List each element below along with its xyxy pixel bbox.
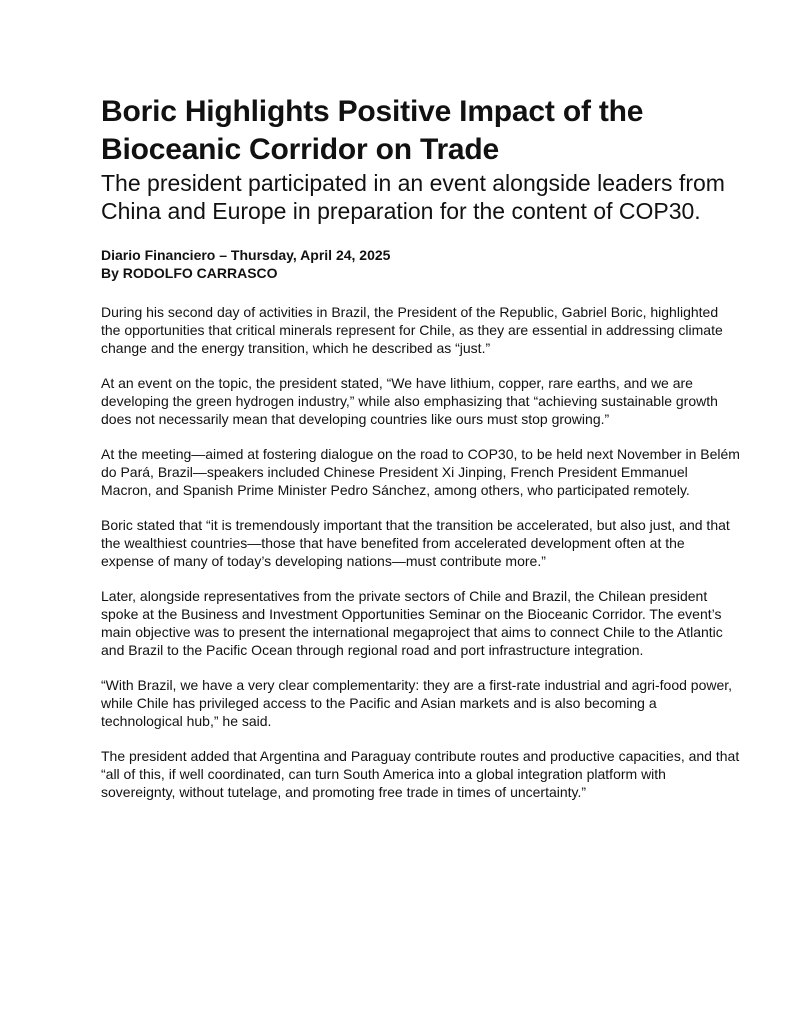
article-headline: Boric Highlights Positive Impact of the Bioceanic Corridor on Trade — [101, 95, 644, 166]
article-paragraph: At an event on the topic, the president stated, “We have lithium, copper, rare earths, and we are developing the green hydrogen industry,” while also emphasizing that “achieving sustainable growth does not necessarily mean that developing countries like ours must stop growing.” — [101, 375, 718, 427]
article-subheadline: The president participated in an event alongside leaders from China and Europe in preparation for the content of COP30. — [101, 170, 725, 224]
article-paragraph: At the meeting—aimed at fostering dialogue on the road to COP30, to be held next November in Belém do Pará, Brazil—speakers included Chinese President Xi Jinping, French President Emmanuel Macron, and Spanish Prime Minister Pedro Sánchez, among others, who participated remotely. — [101, 446, 740, 498]
article-paragraph: Later, alongside representatives from the private sectors of Chile and Brazil, the Chilean president spoke at the Business and Investment Opportunities Seminar on the Bioceanic Corridor. The event’s main objective was to present the international megaproject that aims to connect Chile to the Atlantic and Brazil to the Pacific Ocean through regional road and port infrastructure integration. — [101, 588, 723, 658]
source-line: Diario Financiero – Thursday, April 24, 2025 — [101, 247, 391, 263]
article-meta — [101, 246, 741, 282]
article-paragraph: During his second day of activities in Brazil, the President of the Republic, Gabriel Boric, highlighted the opportunities that critical minerals represent for Chile, as they are essential in addressing climate change and the energy transition, which he described as “just.” — [101, 304, 723, 356]
article-paragraph: Boric stated that “it is tremendously important that the transition be accelerated, but also just, and that the wealthiest countries—those that have benefited from accelerated development often at the expense of many of today’s developing nations—must contribute more.” — [101, 517, 730, 569]
article-body — [101, 303, 741, 801]
byline: By RODOLFO CARRASCO — [101, 265, 278, 281]
article-paragraph: The president added that Argentina and Paraguay contribute routes and productive capacities, and that “all of this, if well coordinated, can turn South America into a global integration platform with sovereignty, without tutelage, and promoting free trade in times of uncertainty.” — [101, 748, 740, 800]
article-page — [101, 93, 741, 818]
article-paragraph: “With Brazil, we have a very clear complementarity: they are a first-rate industrial and agri-food power, while Chile has privileged access to the Pacific and Asian markets and is also becoming a technological hub,” he said. — [101, 677, 733, 729]
